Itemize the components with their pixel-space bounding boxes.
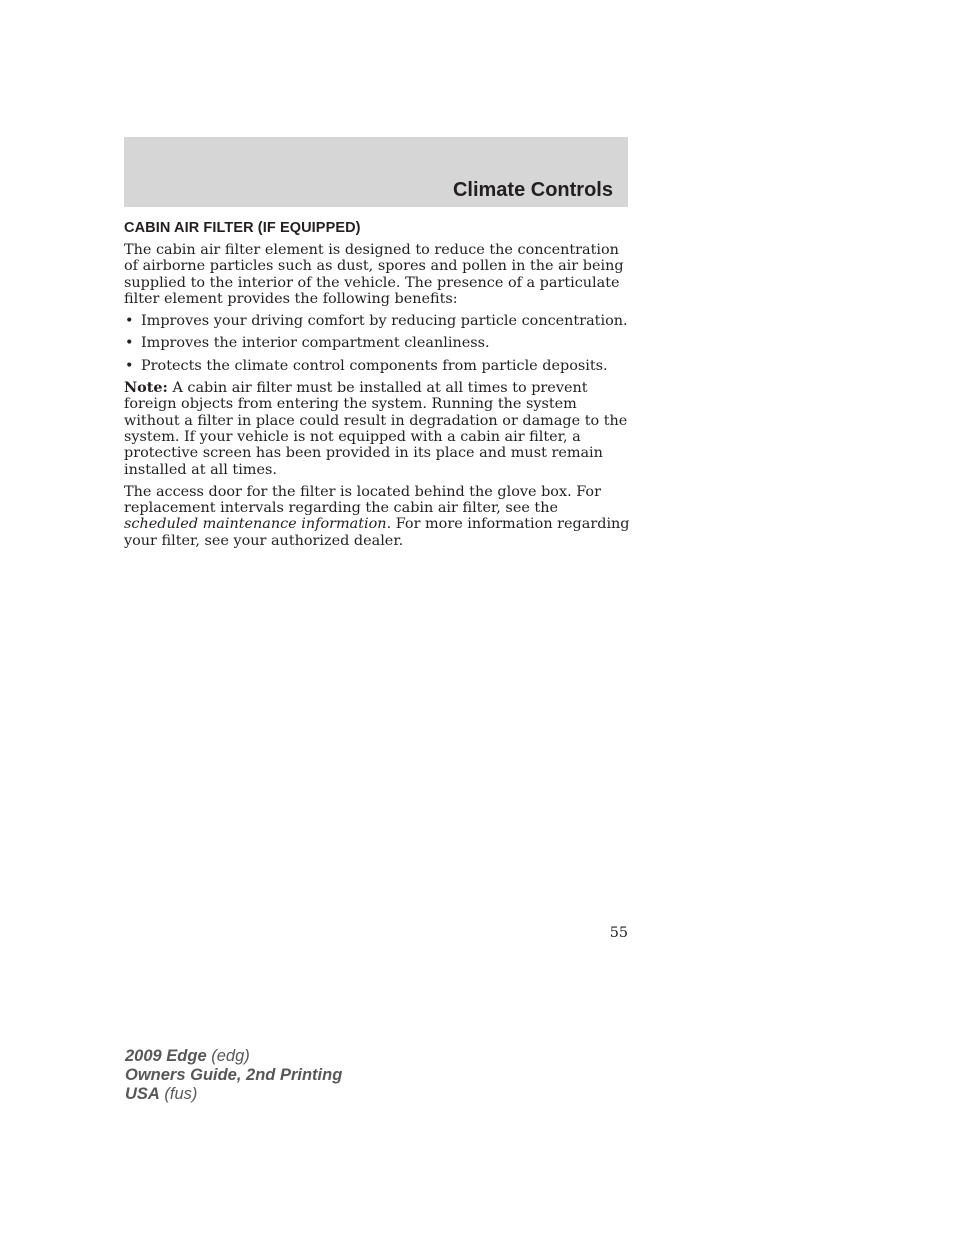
list-item-text: Improves your driving comfort by reducing particle concentration. [141, 313, 628, 330]
note-label: Note: [124, 379, 168, 397]
access-text-before: The access door for the filter is located behind the glove box. For replacement intervals regarding the cabin air filter, see the [124, 483, 601, 517]
bullet-icon: • [125, 335, 134, 352]
print-footer [125, 1047, 342, 1104]
note-paragraph [124, 380, 630, 478]
section-heading: CABIN AIR FILTER (IF EQUIPPED) [124, 220, 361, 236]
list-item [124, 335, 630, 351]
footer-market: USA [125, 1085, 160, 1103]
intro-paragraph: The cabin air filter element is designed to reduce the concentration of airborne particles such as dust, spores and pollen in the air being supplied to the interior of the vehicle. The presence of a particulate filter element provides the following benefits: [124, 242, 624, 307]
bullet-icon: • [125, 313, 134, 330]
note-text: A cabin air filter must be installed at all times to prevent foreign objects from entering the system. Running the system without a filter in place could result in degradation or damage to the system. If your vehicle is not equipped with a cabin air filter, a protective screen has been provided in its place and must remain installed at all times. [124, 380, 628, 478]
benefits-list [124, 313, 630, 374]
footer-market-code: (fus) [159, 1085, 198, 1103]
scheduled-maintenance-reference: scheduled maintenance information [124, 516, 387, 533]
footer-model-code: (edg) [206, 1047, 250, 1065]
page-content [124, 220, 630, 555]
list-item [124, 313, 630, 329]
footer-line-model [125, 1047, 342, 1066]
chapter-header-band [124, 137, 628, 207]
access-text-after: . For more information regarding your filter, see your authorized dealer. [124, 516, 630, 549]
access-paragraph [124, 484, 630, 549]
footer-edition: Owners Guide, 2nd Printing [125, 1066, 343, 1084]
footer-line-market [125, 1085, 342, 1104]
list-item-text: Protects the climate control components from particle deposits. [141, 357, 608, 374]
list-item-text: Improves the interior compartment cleanliness. [141, 335, 490, 352]
list-item [124, 358, 630, 374]
footer-model: 2009 Edge [125, 1047, 207, 1065]
chapter-title: Climate Controls [452, 179, 613, 201]
bullet-icon: • [125, 357, 134, 374]
page-number: 55 [609, 925, 628, 941]
